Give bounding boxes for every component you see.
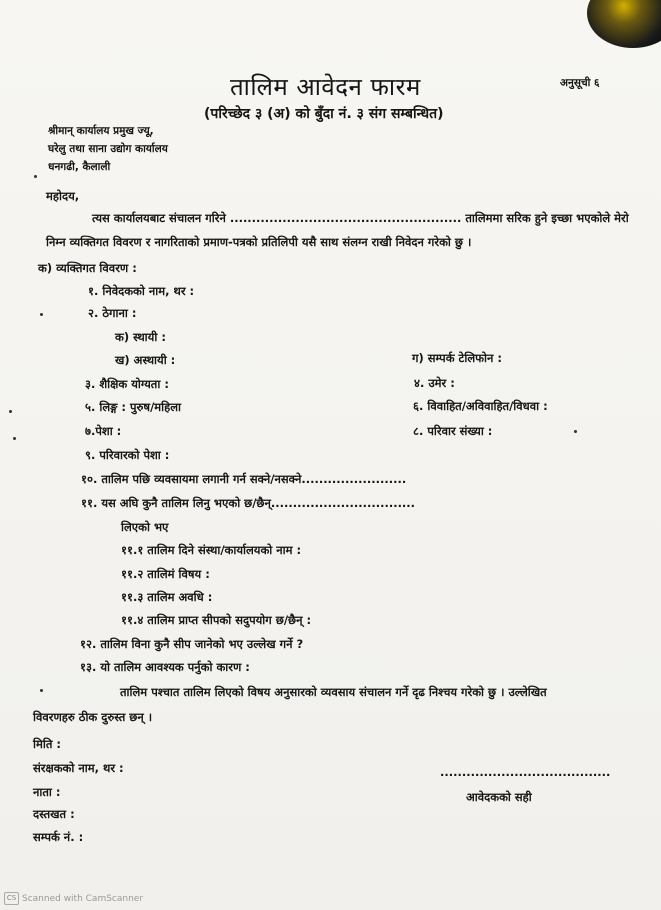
field-education: ३. शैक्षिक योग्यता : bbox=[85, 377, 169, 391]
address-line-2: घरेलु तथा साना उद्योग कार्यालय bbox=[48, 143, 168, 155]
field-age: ४. उमेर : bbox=[414, 376, 455, 390]
scan-speck bbox=[13, 437, 16, 440]
form-title: तालिम आवेदन फारम bbox=[230, 73, 421, 101]
scan-speck bbox=[34, 175, 37, 178]
field-gender: ५. लिङ्ग : पुरुष/महिला bbox=[85, 400, 182, 414]
scan-speck bbox=[574, 430, 577, 433]
camscanner-icon: CS bbox=[4, 892, 19, 905]
field-investment-capacity: १०. तालिम पछि व्यवसायमा लगानी गर्न सक्ने/नसक्ने........................ bbox=[81, 472, 407, 486]
section-personal-details: क) व्यक्तिगत विवरण : bbox=[38, 261, 137, 275]
field-relation: नाता : bbox=[33, 785, 61, 799]
declaration-line-2: विवरणहरु ठीक दुरुस्त छन् । bbox=[33, 710, 153, 724]
field-guardian-name: संरक्षकको नाम, थर : bbox=[33, 761, 124, 775]
field-signature: दस्तखत : bbox=[33, 807, 75, 821]
field-training-reason: १३. यो तालिम आवश्यक पर्नुको कारण : bbox=[80, 660, 250, 674]
field-permanent-address: क) स्थायी : bbox=[115, 330, 166, 344]
scan-speck bbox=[40, 313, 43, 316]
declaration-line-1: तालिम पश्चात तालिम लिएको विषय अनुसारको व्यवसाय संचालन गर्ने दृढ निश्चय गरेको छु । उल्लेखित bbox=[120, 685, 547, 699]
field-temporary-address: ख) अस्थायी : bbox=[115, 353, 176, 367]
scanner-watermark bbox=[4, 892, 143, 905]
field-applicant-name: १. निवेदकको नाम, थर : bbox=[88, 284, 195, 298]
field-family-size: ८. परिवार संख्या : bbox=[413, 424, 493, 438]
scanner-label: Scanned with CamScanner bbox=[22, 893, 144, 904]
annex-label: अनुसूची ६ bbox=[560, 77, 600, 89]
scan-speck bbox=[9, 410, 12, 413]
address-line-3: धनगढी, कैलाली bbox=[48, 161, 111, 173]
address-line-1: श्रीमान् कार्यालय प्रमुख ज्यू, bbox=[48, 125, 154, 137]
field-training-duration: ११.३ तालिम अवधि : bbox=[121, 590, 213, 604]
field-date: मिति : bbox=[33, 737, 61, 751]
intro-line-1: त्यस कार्यालयबाट संचालन गरिने ..................................................... तालिममा सरिक हुने इच्छा भएकोले मेरो bbox=[92, 211, 629, 225]
salutation: महोदय, bbox=[46, 189, 80, 203]
field-untrained-skills: १२. तालिम विना कुनै सीप जानेको भए उल्लेख गर्ने ? bbox=[80, 637, 304, 651]
scan-artifact bbox=[587, 0, 661, 48]
scan-speck bbox=[40, 689, 43, 692]
field-marital-status: ६. विवाहित/अविवाहित/विधवा : bbox=[413, 399, 548, 413]
field-previous-training: ११. यस अघि कुनै तालिम लिनु भएको छ/छैन्................................. bbox=[81, 496, 416, 510]
form-subtitle: (परिच्छेद ३ (अ) को बुँदा नं. ३ संग सम्बन्धित) bbox=[204, 106, 444, 122]
intro-line-2: निम्न व्यक्तिगत विवरण र नागरिताको प्रमाण-पत्रको प्रतिलिपी यसै साथ संलग्न राखी निवेदन गरेको छु । bbox=[46, 235, 472, 249]
field-family-occupation: ९. परिवारको पेशा : bbox=[85, 448, 170, 462]
field-contact-number: सम्पर्क नं. : bbox=[33, 830, 84, 844]
field-skill-utilization: ११.४ तालिम प्राप्त सीपको सदुपयोग छ/छैन् : bbox=[121, 613, 312, 627]
field-contact-phone: ग) सम्पर्क टेलिफोन : bbox=[412, 351, 502, 365]
applicant-signature-label: आवेदकको सही bbox=[466, 790, 532, 804]
field-address: २. ठेगाना : bbox=[88, 306, 137, 320]
field-training-subject: ११.२ तालिमं विषय : bbox=[121, 567, 210, 581]
previous-training-if-taken: लिएको भए bbox=[121, 520, 169, 534]
field-training-institution: ११.१ तालिम दिने संस्था/कार्यालयको नाम : bbox=[121, 543, 302, 557]
field-occupation: ७.पेशा : bbox=[85, 424, 122, 438]
applicant-signature-line: ....................................... bbox=[440, 765, 611, 779]
